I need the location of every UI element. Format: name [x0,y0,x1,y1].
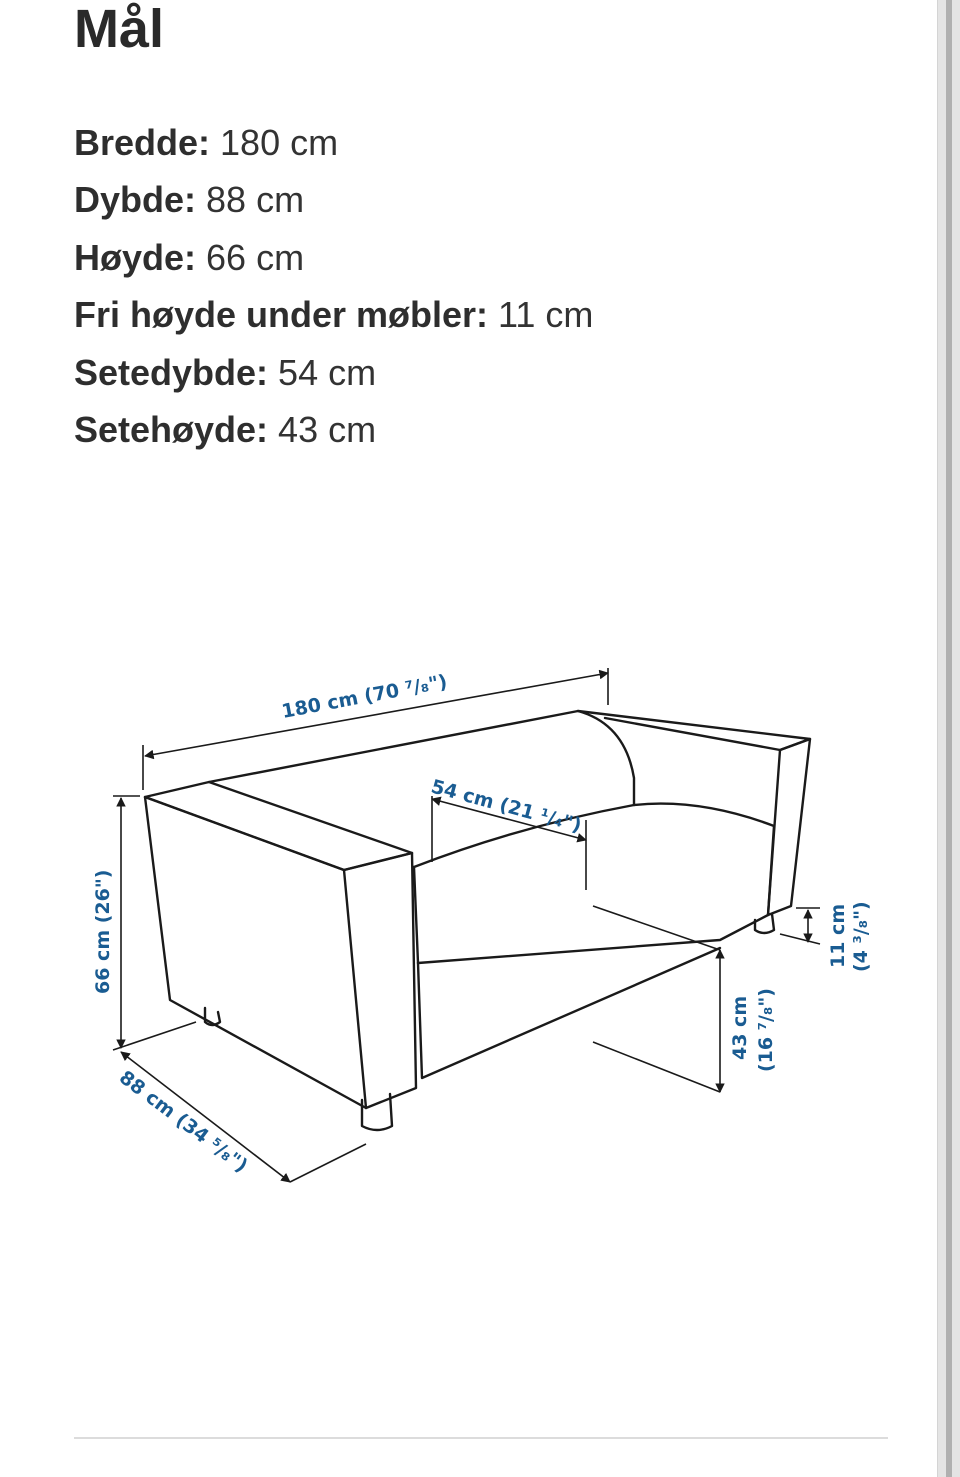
page-title: Mål [74,0,165,59]
left-armrest-top [145,782,412,870]
clearance-in-label: (4 ³/₈") [850,901,872,972]
dimension-spec-list [74,114,593,458]
spec-value: 54 cm [268,351,377,393]
spec-floor-clearance [74,286,593,343]
spec-value: 88 cm [196,179,305,221]
clearance-cm-label: 11 cm [827,903,849,968]
scrollbar-thumb[interactable] [946,0,952,1477]
spec-label: Dybde: [74,179,197,221]
spec-label: Fri høyde under møbler: [74,294,489,336]
dimension-lines [113,668,820,1182]
spec-seat-height [74,401,593,458]
spec-seat-depth [74,344,593,401]
width-dim-label: 180 cm (70 ⁷/₈") [279,670,449,723]
depth-dim-label: 88 cm (34 ⁵/₈") [114,1066,252,1178]
sofa-illustration [145,711,810,1130]
depth-dim-line [121,1052,290,1182]
base-front [418,948,720,1078]
spec-height [74,229,593,286]
spec-value: 180 cm [210,122,339,163]
spec-label: Setehøyde: [74,408,269,450]
spec-value: 66 cm [196,236,305,278]
seat-height-in-label: (16 ⁷/₈") [755,988,777,1072]
scrollbar-track[interactable] [937,0,960,1477]
spec-label: Bredde: [74,122,211,163]
seat-depth-dim-label: 54 cm (21 ¹/₄") [428,775,584,837]
spec-depth [74,171,593,228]
seat-height-cm-label: 43 cm [729,995,751,1060]
seat-top [414,804,774,867]
backrest-top [209,711,634,805]
spec-width [74,114,593,171]
section-divider [74,1437,888,1439]
spec-label: Setedybde: [74,351,269,393]
spec-label: Høyde: [74,236,197,278]
sofa-dimension-diagram [70,640,900,1200]
height-dim-label: 66 cm (26") [92,869,114,994]
left-armrest-front [145,797,366,1108]
spec-value: 11 cm [488,294,594,336]
spec-value: 43 cm [268,408,377,450]
